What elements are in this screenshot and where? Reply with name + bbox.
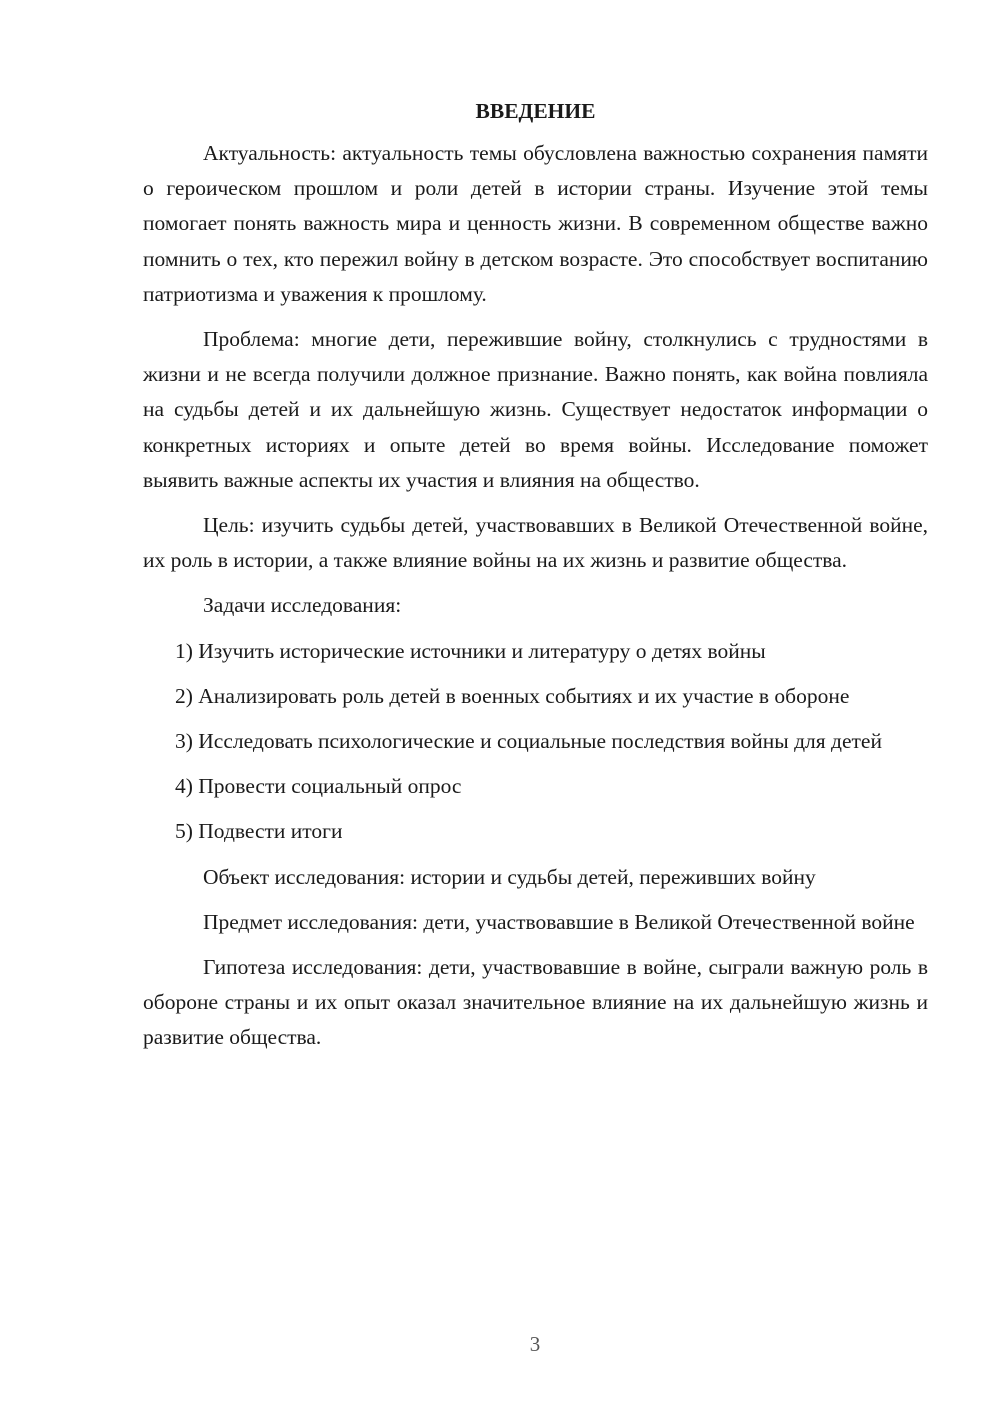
paragraph-hypothesis: Гипотеза исследования: дети, участвовавшие в войне, сыграли важную роль в обороне страны и их опыт оказал значительное влияние на их дальнейшую жизнь и развитие общества.	[143, 955, 928, 1050]
page-number: 3	[529, 1332, 541, 1356]
task-item: 5) Подвести итоги	[175, 819, 343, 844]
task-item: 3) Исследовать психологические и социальные последствия войны для детей	[175, 729, 882, 754]
task-item: 2) Анализировать роль детей в военных событиях и их участие в обороне	[175, 683, 850, 708]
section-title: ВВЕДЕНИЕ	[475, 99, 596, 123]
paragraph-subject: Предмет исследования: дети, участвовавшие в Великой Отечественной войне	[203, 909, 915, 934]
task-item: 1) Изучить исторические источники и литературу о детях войны	[175, 638, 766, 663]
document-page	[143, 96, 928, 1066]
paragraph-relevance: Актуальность: актуальность темы обусловлена важностью сохранения памяти о героическом прошлом и роли детей в истории страны. Изучение этой темы помогает понять важность мира и ценность жизни. В современном обществе важно помнить о тех, кто пережил войну в детском возрасте. Это способствует воспитанию патриотизма и уважения к прошлому.	[143, 141, 928, 306]
task-item: 4) Провести социальный опрос	[175, 774, 462, 799]
tasks-heading: Задачи исследования:	[203, 593, 402, 618]
paragraph-object: Объект исследования: истории и судьбы детей, переживших войну	[203, 864, 816, 889]
paragraph-problem: Проблема: многие дети, пережившие войну, столкнулись с трудностями в жизни и не всегда получили должное признание. Важно понять, как война повлияла на судьбы детей и их дальнейшую жизнь. Существует недостаток информации о конкретных историях и опыте детей во время войны. Исследование поможет выявить важные аспекты их участия и влияния на общество.	[143, 327, 928, 492]
paragraph-goal: Цель: изучить судьбы детей, участвовавших в Великой Отечественной войне, их роль в истории, а также влияние войны на их жизнь и развитие общества.	[143, 513, 928, 573]
